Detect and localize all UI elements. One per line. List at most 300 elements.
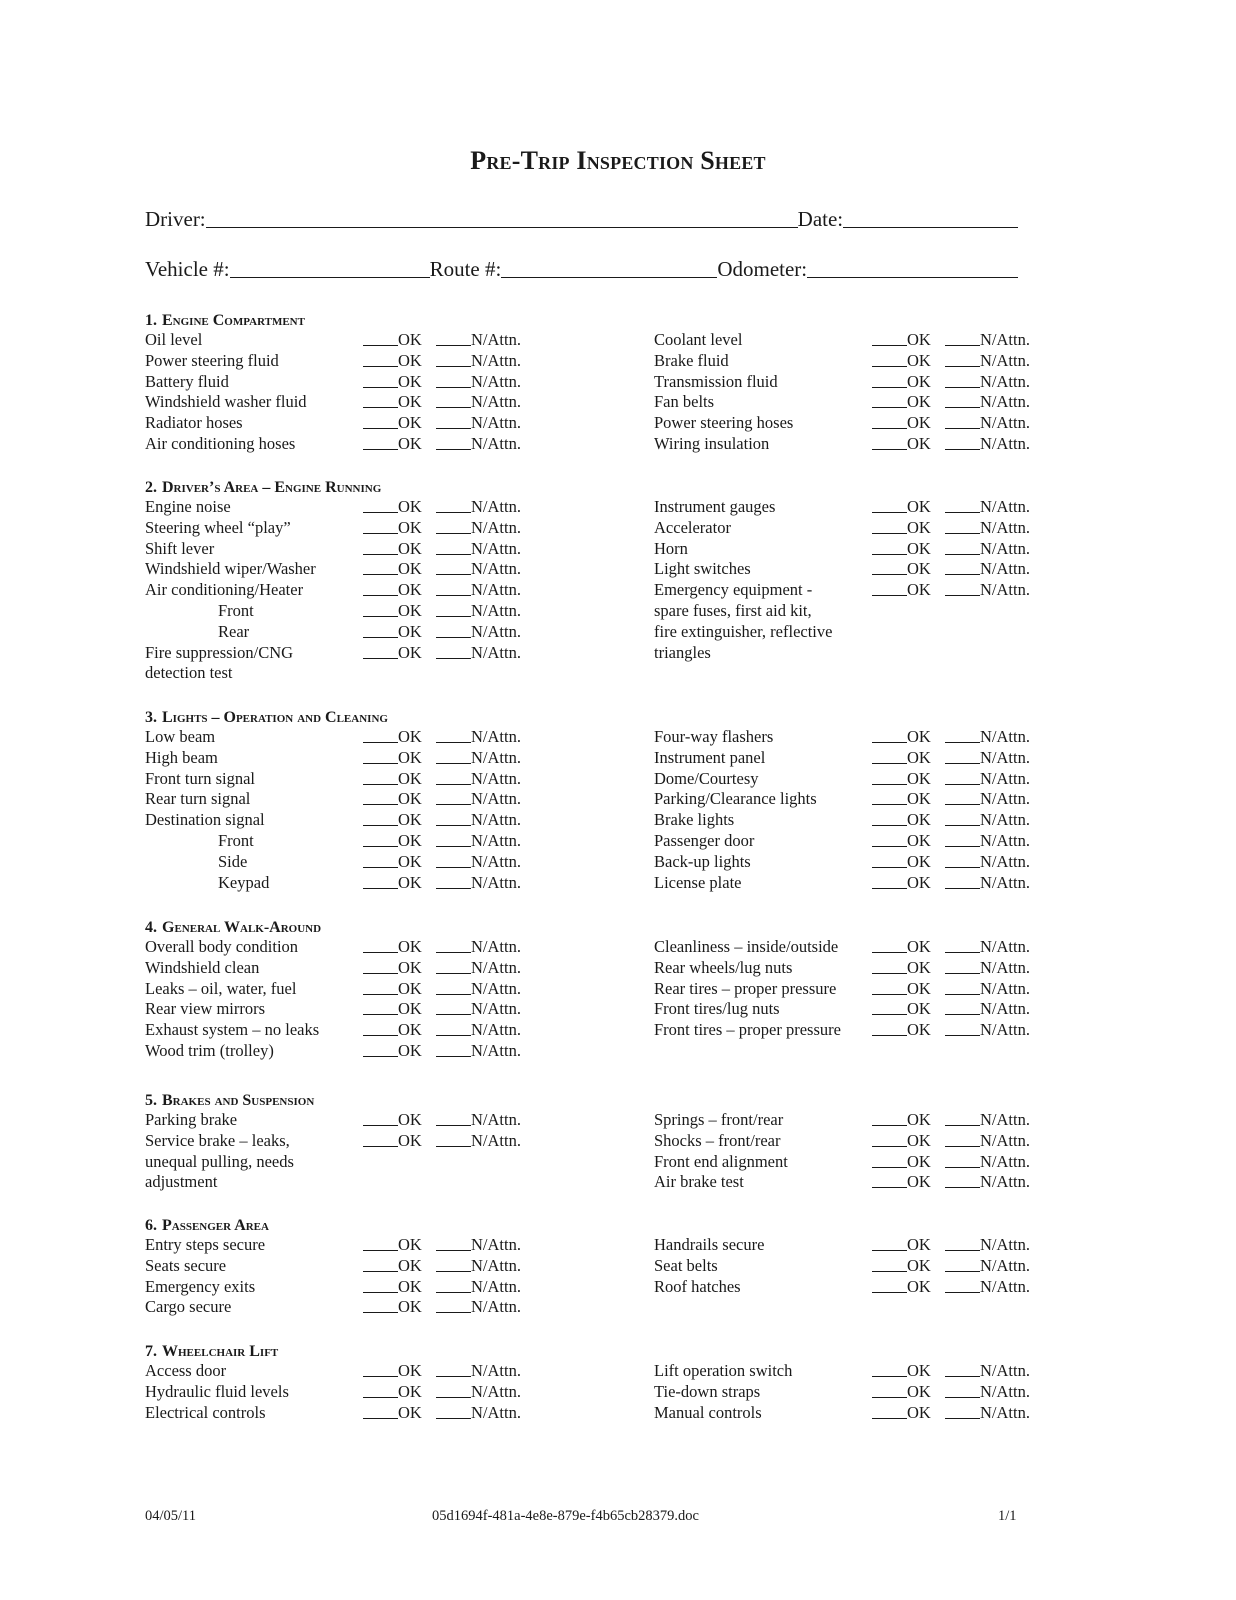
checklist-item-label: Fire suppression/CNG xyxy=(145,643,294,662)
checklist-item-label: Wiring insulation xyxy=(654,434,770,453)
ok-label: OK xyxy=(398,1297,422,1316)
needs-attention-label: N/Attn. xyxy=(471,852,521,871)
needs-attention-blank[interactable] xyxy=(945,428,980,429)
needs-attention-blank[interactable] xyxy=(436,658,471,659)
ok-blank[interactable] xyxy=(872,407,907,408)
section-heading xyxy=(145,708,388,728)
checklist-item xyxy=(145,1109,545,1130)
check-options xyxy=(872,433,1030,454)
ok-blank[interactable] xyxy=(363,973,398,974)
ok-blank[interactable] xyxy=(363,804,398,805)
needs-attention-blank[interactable] xyxy=(436,1146,471,1147)
needs-attention-label: N/Attn. xyxy=(471,999,521,1018)
ok-blank[interactable] xyxy=(872,428,907,429)
needs-attention-blank[interactable] xyxy=(436,1250,471,1251)
ok-blank[interactable] xyxy=(363,616,398,617)
needs-attention-blank[interactable] xyxy=(436,366,471,367)
ok-blank[interactable] xyxy=(872,449,907,450)
ok-blank[interactable] xyxy=(363,1271,398,1272)
needs-attention-blank[interactable] xyxy=(436,888,471,889)
needs-attention-label: N/Attn. xyxy=(471,1361,521,1380)
ok-label: OK xyxy=(907,1131,931,1150)
checklist-item xyxy=(654,558,1054,579)
checklist-item xyxy=(145,1130,545,1151)
checklist-item-label: Windshield clean xyxy=(145,958,260,977)
ok-blank[interactable] xyxy=(363,366,398,367)
needs-attention-blank[interactable] xyxy=(436,952,471,953)
needs-attention-label: N/Attn. xyxy=(471,539,521,558)
ok-blank[interactable] xyxy=(872,763,907,764)
needs-attention-label: N/Attn. xyxy=(980,1152,1030,1171)
checklist-item-label: Access door xyxy=(145,1361,227,1380)
check-options xyxy=(872,1109,1030,1130)
checklist-item-label: Accelerator xyxy=(654,518,731,537)
needs-attention-blank[interactable] xyxy=(945,1035,980,1036)
needs-attention-label: N/Attn. xyxy=(471,643,521,662)
needs-attention-blank[interactable] xyxy=(945,595,980,596)
check-options xyxy=(363,1360,521,1381)
needs-attention-blank[interactable] xyxy=(436,1292,471,1293)
needs-attention-blank[interactable] xyxy=(436,994,471,995)
ok-blank[interactable] xyxy=(872,1146,907,1147)
check-options xyxy=(363,433,521,454)
ok-blank[interactable] xyxy=(872,952,907,953)
check-options xyxy=(363,726,521,747)
needs-attention-blank[interactable] xyxy=(436,533,471,534)
needs-attention-blank[interactable] xyxy=(945,366,980,367)
needs-attention-blank[interactable] xyxy=(436,428,471,429)
checklist-item xyxy=(654,1109,1054,1130)
needs-attention-blank[interactable] xyxy=(436,784,471,785)
needs-attention-blank[interactable] xyxy=(436,449,471,450)
ok-blank[interactable] xyxy=(363,595,398,596)
needs-attention-label: N/Attn. xyxy=(980,810,1030,829)
ok-label: OK xyxy=(398,1235,422,1254)
checklist-item xyxy=(654,936,1054,957)
ok-blank[interactable] xyxy=(363,449,398,450)
ok-label: OK xyxy=(398,999,422,1018)
ok-blank[interactable] xyxy=(872,867,907,868)
ok-blank[interactable] xyxy=(363,867,398,868)
needs-attention-blank[interactable] xyxy=(436,512,471,513)
needs-attention-blank[interactable] xyxy=(945,1146,980,1147)
check-options xyxy=(872,830,1030,851)
needs-attention-blank[interactable] xyxy=(436,345,471,346)
ok-label: OK xyxy=(398,518,422,537)
needs-attention-blank[interactable] xyxy=(436,742,471,743)
checklist-item xyxy=(654,412,1054,433)
ok-blank[interactable] xyxy=(872,784,907,785)
needs-attention-label: N/Attn. xyxy=(471,727,521,746)
needs-attention-blank[interactable] xyxy=(436,1014,471,1015)
check-options xyxy=(872,936,1030,957)
checklist-item xyxy=(654,1130,1054,1151)
ok-blank[interactable] xyxy=(363,574,398,575)
checklist-item xyxy=(654,747,1054,768)
ok-label: OK xyxy=(907,580,931,599)
ok-label: OK xyxy=(398,434,422,453)
checklist-item-label: Windshield wiper/Washer xyxy=(145,559,316,578)
needs-attention-blank[interactable] xyxy=(945,742,980,743)
ok-blank[interactable] xyxy=(363,637,398,638)
ok-blank[interactable] xyxy=(363,1250,398,1251)
ok-blank[interactable] xyxy=(872,973,907,974)
check-options xyxy=(872,1276,1030,1297)
ok-label: OK xyxy=(398,810,422,829)
driver-field[interactable] xyxy=(206,227,798,228)
ok-blank[interactable] xyxy=(363,345,398,346)
check-options xyxy=(363,1040,521,1061)
check-options xyxy=(872,768,1030,789)
needs-attention-blank[interactable] xyxy=(436,973,471,974)
ok-blank[interactable] xyxy=(872,574,907,575)
ok-label: OK xyxy=(907,831,931,850)
needs-attention-blank[interactable] xyxy=(945,1292,980,1293)
check-options xyxy=(363,768,521,789)
check-options xyxy=(363,851,521,872)
checklist-item xyxy=(145,579,545,600)
needs-attention-label: N/Attn. xyxy=(980,958,1030,977)
checklist-item xyxy=(145,391,545,412)
checklist-item xyxy=(145,1360,545,1381)
ok-blank[interactable] xyxy=(363,1376,398,1377)
ok-blank[interactable] xyxy=(872,994,907,995)
needs-attention-blank[interactable] xyxy=(436,763,471,764)
ok-blank[interactable] xyxy=(872,846,907,847)
needs-attention-blank[interactable] xyxy=(945,1167,980,1168)
ok-blank[interactable] xyxy=(872,595,907,596)
ok-blank[interactable] xyxy=(872,1292,907,1293)
ok-blank[interactable] xyxy=(363,554,398,555)
needs-attention-label: N/Attn. xyxy=(980,434,1030,453)
needs-attention-blank[interactable] xyxy=(945,784,980,785)
checklist-item-label: Shift lever xyxy=(145,539,215,558)
checklist-item xyxy=(654,1151,1054,1172)
needs-attention-label: N/Attn. xyxy=(471,748,521,767)
ok-blank[interactable] xyxy=(872,1167,907,1168)
needs-attention-blank[interactable] xyxy=(945,973,980,974)
needs-attention-blank[interactable] xyxy=(436,1271,471,1272)
needs-attention-blank[interactable] xyxy=(436,1056,471,1057)
section-heading xyxy=(145,918,321,938)
check-options xyxy=(872,872,1030,893)
needs-attention-blank[interactable] xyxy=(945,1014,980,1015)
ok-blank[interactable] xyxy=(363,1035,398,1036)
check-options xyxy=(363,496,521,517)
checklist-item xyxy=(145,538,545,559)
check-options xyxy=(363,642,521,663)
ok-blank[interactable] xyxy=(363,784,398,785)
checklist-item-label: Emergency equipment - xyxy=(654,580,813,599)
needs-attention-blank[interactable] xyxy=(436,595,471,596)
ok-label: OK xyxy=(907,559,931,578)
section-number: 2. xyxy=(145,479,157,496)
date-field[interactable] xyxy=(843,227,1018,228)
ok-blank[interactable] xyxy=(363,533,398,534)
ok-blank[interactable] xyxy=(363,512,398,513)
checklist-item xyxy=(145,642,545,663)
needs-attention-blank[interactable] xyxy=(945,407,980,408)
check-options xyxy=(363,998,521,1019)
ok-blank[interactable] xyxy=(872,1125,907,1126)
needs-attention-blank[interactable] xyxy=(436,1312,471,1313)
ok-blank[interactable] xyxy=(363,1014,398,1015)
checklist-item xyxy=(145,851,545,872)
check-options xyxy=(872,788,1030,809)
ok-blank[interactable] xyxy=(872,1397,907,1398)
needs-attention-blank[interactable] xyxy=(945,1397,980,1398)
checklist-item-label: Rear wheels/lug nuts xyxy=(654,958,793,977)
ok-blank[interactable] xyxy=(363,1397,398,1398)
needs-attention-label: N/Attn. xyxy=(980,937,1030,956)
ok-label: OK xyxy=(398,937,422,956)
needs-attention-label: N/Attn. xyxy=(471,622,521,641)
ok-label: OK xyxy=(907,789,931,808)
ok-blank[interactable] xyxy=(872,387,907,388)
ok-blank[interactable] xyxy=(872,1271,907,1272)
checklist-item-label: Seat belts xyxy=(654,1256,718,1275)
ok-blank[interactable] xyxy=(363,387,398,388)
needs-attention-label: N/Attn. xyxy=(471,1382,521,1401)
ok-blank[interactable] xyxy=(872,742,907,743)
needs-attention-label: N/Attn. xyxy=(980,539,1030,558)
ok-blank[interactable] xyxy=(363,763,398,764)
ok-blank[interactable] xyxy=(872,1014,907,1015)
checklist-item-label: Roof hatches xyxy=(654,1277,741,1296)
checklist-item xyxy=(654,579,1054,600)
needs-attention-blank[interactable] xyxy=(945,825,980,826)
ok-blank[interactable] xyxy=(872,1376,907,1377)
needs-attention-blank[interactable] xyxy=(945,345,980,346)
ok-blank[interactable] xyxy=(363,1292,398,1293)
ok-label: OK xyxy=(398,979,422,998)
needs-attention-blank[interactable] xyxy=(945,1418,980,1419)
needs-attention-blank[interactable] xyxy=(436,867,471,868)
needs-attention-blank[interactable] xyxy=(945,1250,980,1251)
ok-label: OK xyxy=(907,1110,931,1129)
needs-attention-blank[interactable] xyxy=(436,616,471,617)
checklist-item-label: fire extinguisher, reflective xyxy=(654,622,833,641)
ok-label: OK xyxy=(398,769,422,788)
needs-attention-label: N/Attn. xyxy=(980,559,1030,578)
checklist-item xyxy=(145,998,545,1019)
checklist-item xyxy=(654,1402,1054,1423)
checklist-item xyxy=(654,1019,1054,1040)
footer-filename: 05d1694f-481a-4e8e-879e-f4b65cb28379.doc xyxy=(432,1508,699,1524)
ok-blank[interactable] xyxy=(363,825,398,826)
needs-attention-label: N/Attn. xyxy=(980,413,1030,432)
needs-attention-blank[interactable] xyxy=(436,1397,471,1398)
needs-attention-label: N/Attn. xyxy=(980,1110,1030,1129)
needs-attention-blank[interactable] xyxy=(436,846,471,847)
ok-blank[interactable] xyxy=(363,428,398,429)
checklist-item xyxy=(654,998,1054,1019)
ok-blank[interactable] xyxy=(872,888,907,889)
needs-attention-label: N/Attn. xyxy=(980,580,1030,599)
ok-blank[interactable] xyxy=(363,658,398,659)
needs-attention-blank[interactable] xyxy=(436,1376,471,1377)
needs-attention-blank[interactable] xyxy=(436,637,471,638)
needs-attention-label: N/Attn. xyxy=(980,372,1030,391)
ok-blank[interactable] xyxy=(363,1312,398,1313)
ok-label: OK xyxy=(907,539,931,558)
checklist-item-label: Rear tires – proper pressure xyxy=(654,979,837,998)
checklist-item xyxy=(654,433,1054,454)
checklist-item-label: Air conditioning/Heater xyxy=(145,580,304,599)
ok-blank[interactable] xyxy=(363,407,398,408)
ok-label: OK xyxy=(398,1382,422,1401)
ok-blank[interactable] xyxy=(363,994,398,995)
ok-blank[interactable] xyxy=(872,512,907,513)
checklist-item xyxy=(145,600,545,621)
needs-attention-blank[interactable] xyxy=(945,994,980,995)
needs-attention-blank[interactable] xyxy=(945,888,980,889)
route-field[interactable] xyxy=(501,277,717,278)
checklist-item-label: Coolant level xyxy=(654,330,743,349)
needs-attention-blank[interactable] xyxy=(945,554,980,555)
ok-blank[interactable] xyxy=(363,888,398,889)
needs-attention-blank[interactable] xyxy=(436,554,471,555)
check-options xyxy=(363,1402,521,1423)
needs-attention-blank[interactable] xyxy=(436,387,471,388)
needs-attention-blank[interactable] xyxy=(945,846,980,847)
check-options xyxy=(872,329,1030,350)
needs-attention-blank[interactable] xyxy=(945,952,980,953)
ok-label: OK xyxy=(398,1131,422,1150)
needs-attention-label: N/Attn. xyxy=(471,601,521,620)
section-title: General Walk-Around xyxy=(162,919,322,936)
check-options xyxy=(363,1381,521,1402)
ok-blank[interactable] xyxy=(872,366,907,367)
needs-attention-blank[interactable] xyxy=(945,804,980,805)
needs-attention-blank[interactable] xyxy=(945,1187,980,1188)
needs-attention-blank[interactable] xyxy=(945,867,980,868)
needs-attention-blank[interactable] xyxy=(945,387,980,388)
checklist-item-label: Light switches xyxy=(654,559,751,578)
needs-attention-label: N/Attn. xyxy=(980,1256,1030,1275)
needs-attention-label: N/Attn. xyxy=(980,1277,1030,1296)
section-number: 6. xyxy=(145,1217,157,1234)
ok-label: OK xyxy=(398,372,422,391)
checklist-item xyxy=(654,642,1054,663)
needs-attention-blank[interactable] xyxy=(436,1125,471,1126)
ok-blank[interactable] xyxy=(872,554,907,555)
needs-attention-blank[interactable] xyxy=(945,512,980,513)
checklist-item xyxy=(145,662,545,683)
ok-blank[interactable] xyxy=(872,1035,907,1036)
checklist-item-label: Tie-down straps xyxy=(654,1382,761,1401)
driver-label: Driver: xyxy=(145,207,206,231)
check-options xyxy=(872,558,1030,579)
checklist-item-label: Overall body condition xyxy=(145,937,299,956)
needs-attention-blank[interactable] xyxy=(436,1035,471,1036)
checklist-item xyxy=(654,872,1054,893)
checklist-item xyxy=(654,768,1054,789)
check-options xyxy=(872,726,1030,747)
checklist-item-label: Manual controls xyxy=(654,1403,762,1422)
ok-blank[interactable] xyxy=(872,345,907,346)
ok-blank[interactable] xyxy=(363,1056,398,1057)
ok-blank[interactable] xyxy=(872,1187,907,1188)
needs-attention-blank[interactable] xyxy=(945,763,980,764)
needs-attention-blank[interactable] xyxy=(436,825,471,826)
odometer-field[interactable] xyxy=(807,277,1018,278)
ok-blank[interactable] xyxy=(872,1418,907,1419)
check-options xyxy=(363,412,521,433)
needs-attention-blank[interactable] xyxy=(945,1376,980,1377)
checklist-item-label: Back-up lights xyxy=(654,852,751,871)
check-options xyxy=(872,809,1030,830)
checklist-item xyxy=(654,538,1054,559)
ok-blank[interactable] xyxy=(363,952,398,953)
vehicle-field[interactable] xyxy=(230,277,430,278)
checklist-item xyxy=(145,1255,545,1276)
ok-blank[interactable] xyxy=(872,533,907,534)
needs-attention-label: N/Attn. xyxy=(471,958,521,977)
section-heading xyxy=(145,311,305,331)
needs-attention-label: N/Attn. xyxy=(471,810,521,829)
checklist-item xyxy=(654,350,1054,371)
needs-attention-blank[interactable] xyxy=(436,407,471,408)
checklist-item xyxy=(654,1360,1054,1381)
check-options xyxy=(363,538,521,559)
check-options xyxy=(363,558,521,579)
ok-blank[interactable] xyxy=(363,1146,398,1147)
checklist-item-label: Rear turn signal xyxy=(145,789,251,808)
ok-blank[interactable] xyxy=(363,846,398,847)
check-options xyxy=(872,371,1030,392)
needs-attention-blank[interactable] xyxy=(945,1271,980,1272)
checklist-item xyxy=(145,936,545,957)
ok-blank[interactable] xyxy=(872,804,907,805)
checklist-item-label: Emergency exits xyxy=(145,1277,256,1296)
needs-attention-label: N/Attn. xyxy=(471,1131,521,1150)
checklist-item xyxy=(654,1255,1054,1276)
ok-blank[interactable] xyxy=(363,1418,398,1419)
needs-attention-blank[interactable] xyxy=(436,1418,471,1419)
ok-label: OK xyxy=(907,413,931,432)
ok-blank[interactable] xyxy=(363,742,398,743)
needs-attention-blank[interactable] xyxy=(945,449,980,450)
checklist-item-label: Seats secure xyxy=(145,1256,227,1275)
ok-label: OK xyxy=(398,873,422,892)
check-options xyxy=(363,391,521,412)
needs-attention-label: N/Attn. xyxy=(980,1382,1030,1401)
checklist-item-label: Springs – front/rear xyxy=(654,1110,784,1129)
checklist-item xyxy=(145,830,545,851)
check-options xyxy=(363,978,521,999)
checklist-item xyxy=(145,747,545,768)
ok-blank[interactable] xyxy=(872,1250,907,1251)
needs-attention-blank[interactable] xyxy=(945,574,980,575)
ok-label: OK xyxy=(398,1256,422,1275)
ok-blank[interactable] xyxy=(872,825,907,826)
ok-label: OK xyxy=(398,622,422,641)
needs-attention-blank[interactable] xyxy=(436,804,471,805)
check-options xyxy=(872,412,1030,433)
needs-attention-label: N/Attn. xyxy=(980,1020,1030,1039)
needs-attention-label: N/Attn. xyxy=(980,1403,1030,1422)
needs-attention-label: N/Attn. xyxy=(980,1131,1030,1150)
ok-blank[interactable] xyxy=(363,1125,398,1126)
checklist-item-label: Cargo secure xyxy=(145,1297,232,1316)
checklist-item xyxy=(145,1171,545,1192)
checklist-item xyxy=(654,830,1054,851)
needs-attention-label: N/Attn. xyxy=(471,873,521,892)
needs-attention-blank[interactable] xyxy=(436,574,471,575)
needs-attention-blank[interactable] xyxy=(945,533,980,534)
needs-attention-blank[interactable] xyxy=(945,1125,980,1126)
